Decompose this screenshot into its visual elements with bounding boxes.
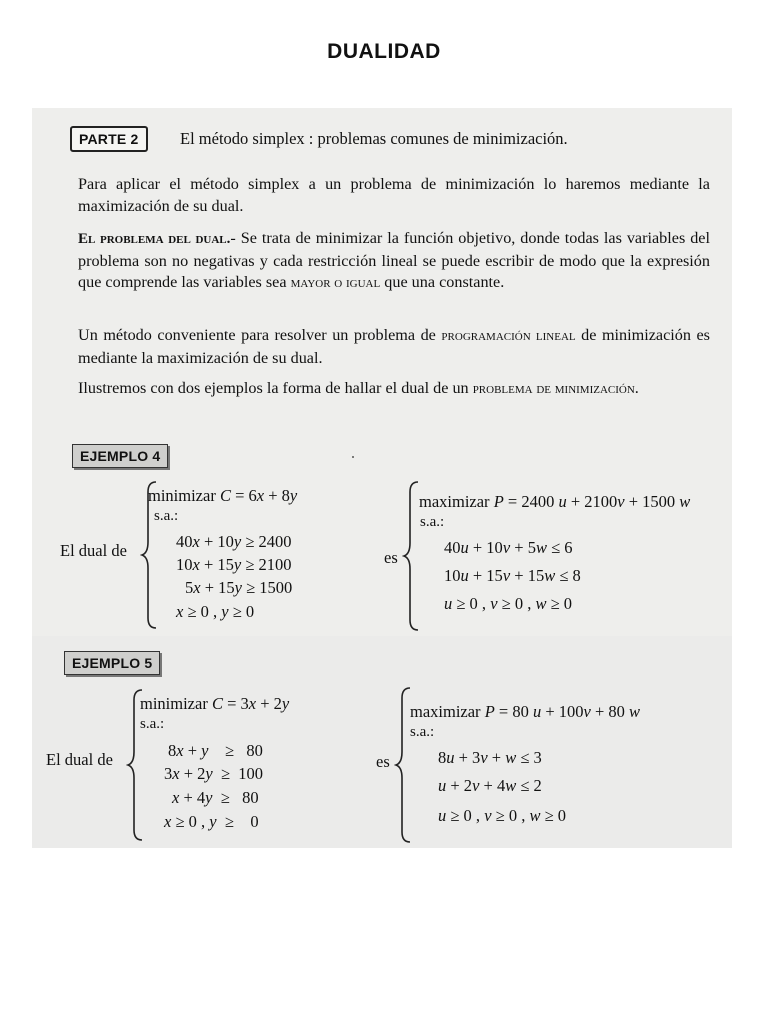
- example4-dual-objective: maximizar P = 2400 u + 2100v + 1500 w: [419, 492, 691, 511]
- example5-primal-objective: minimizar C = 3x + 2y: [140, 694, 290, 713]
- example5-es-label: es: [376, 752, 390, 771]
- example5-dual-label: El dual de: [46, 750, 113, 769]
- page-title: DUALIDAD: [327, 40, 441, 63]
- paragraph-intro: Para aplicar el método simplex a un problema de minimización lo haremos mediante la maximización de su dual.: [78, 175, 710, 215]
- example5-dual-objective: maximizar P = 80 u + 100v + 80 w: [410, 702, 641, 721]
- dual-problem-term: El problema del dual.: [78, 231, 231, 247]
- scanned-page: [32, 108, 732, 848]
- example4-primal-nonneg: x ≥ 0 , y ≥ 0: [176, 602, 255, 621]
- example4-es-label: es: [384, 548, 398, 567]
- examples-smallcaps: problema de minimización: [472, 381, 635, 397]
- paragraph-dual-problem: [78, 228, 710, 295]
- example5-primal-c2: 3x + 2y ≥ 100: [164, 764, 264, 783]
- dual-problem-text: - Se trata de minimizar la función objetivo, donde todas las variables del problema son no negativas y cada restricción lineal se puede escribir de modo que la expresión que comprende las variables sea: [78, 229, 710, 291]
- example4-dual-c2: 10u + 15v + 15w ≤ 8: [444, 566, 581, 585]
- scan-speck: [352, 456, 354, 458]
- example5-dual-c2: u + 2v + 4w ≤ 2: [438, 776, 542, 795]
- example4-primal-objective: minimizar C = 6x + 8y: [148, 486, 298, 505]
- example4-dual-nonneg: u ≥ 0 , v ≥ 0 , w ≥ 0: [444, 594, 573, 613]
- part-heading: El método simplex : problemas comunes de minimización.: [180, 129, 568, 148]
- example4-primal-sa: s.a.:: [154, 508, 179, 524]
- example5-badge: EJEMPLO 5: [64, 651, 160, 675]
- example4-primal-c1: 40x + 10y ≥ 2400: [176, 532, 292, 551]
- example4-badge: EJEMPLO 4: [72, 444, 168, 468]
- example5-dual-sa: s.a.:: [410, 724, 435, 740]
- example4-primal-c2: 10x + 15y ≥ 2100: [176, 555, 292, 574]
- part-badge: PARTE 2: [70, 126, 148, 152]
- dual-problem-end: que una constante.: [380, 273, 505, 291]
- example4-dual-label: El dual de: [60, 541, 127, 560]
- example4-dual-sa: s.a.:: [420, 514, 445, 530]
- method-text-a: Un método conveniente para resolver un problema de: [78, 326, 442, 344]
- method-text-b: de minimización es mediante la maximización de su dual.: [78, 326, 710, 367]
- paragraph-examples: [78, 378, 710, 401]
- example4-dual-c1: 40u + 10v + 5w ≤ 6: [444, 538, 573, 557]
- example5-dual-c1: 8u + 3v + w ≤ 3: [438, 748, 542, 767]
- examples-text-a: Ilustremos con dos ejemplos la forma de hallar el dual de un: [78, 379, 473, 397]
- dual-problem-smallcaps: mayor o igual: [290, 275, 381, 291]
- example5-primal-c1: 8x + y ≥ 80: [168, 741, 263, 760]
- example5-dual-nonneg: u ≥ 0 , v ≥ 0 , w ≥ 0: [438, 806, 567, 825]
- method-smallcaps: programación lineal: [441, 328, 576, 344]
- paragraph-method: [78, 325, 710, 369]
- example5-primal-c3: x + 4y ≥ 80: [172, 788, 259, 807]
- example4-primal-c3: 5x + 15y ≥ 1500: [185, 578, 293, 597]
- example5-primal-sa: s.a.:: [140, 716, 165, 732]
- examples-text-b: .: [634, 379, 639, 397]
- example5-primal-nonneg: x ≥ 0 , y ≥ 0: [164, 812, 259, 831]
